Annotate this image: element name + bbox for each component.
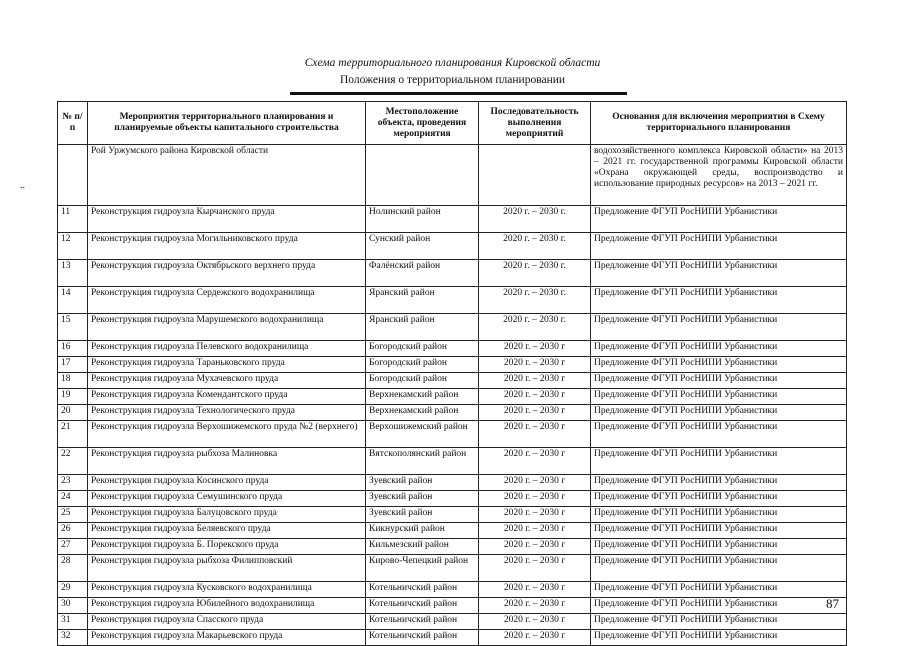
cell-number: 15 xyxy=(58,314,88,341)
cell-period: 2020 г. – 2030 г xyxy=(479,405,591,421)
cell-basis: Предложение ФГУП РосНИПИ Урбанистики xyxy=(591,523,847,539)
cell-basis: Предложение ФГУП РосНИПИ Урбанистики xyxy=(591,373,847,389)
table-row xyxy=(58,598,847,614)
cell-measure: Реконструкция гидроузла Б. Порекского пруда xyxy=(88,539,366,555)
cell-location: Верхошижемский район xyxy=(366,421,479,448)
cell-period: 2020 г. – 2030 г xyxy=(479,582,591,598)
table-row xyxy=(58,582,847,598)
cell-number: 14 xyxy=(58,287,88,314)
cell-measure: Реконструкция гидроузла Тараньковского пруда xyxy=(88,357,366,373)
cell-measure: Реконструкция гидроузла Сердежского водохранилища xyxy=(88,287,366,314)
table-row xyxy=(58,314,847,341)
table-row xyxy=(58,421,847,448)
table-body xyxy=(58,145,847,646)
cell-period: 2020 г. – 2030 г. xyxy=(479,314,591,341)
cell-period: 2020 г. – 2030 г xyxy=(479,539,591,555)
cell-measure: Реконструкция гидроузла Балуцовского пруда xyxy=(88,507,366,523)
cell-location: Котельничский район xyxy=(366,630,479,646)
cell-basis: Предложение ФГУП РосНИПИ Урбанистики xyxy=(591,287,847,314)
table-row xyxy=(58,555,847,582)
page-number: 87 xyxy=(826,596,839,611)
cell-number xyxy=(58,145,88,206)
table-row xyxy=(58,507,847,523)
table-row xyxy=(58,357,847,373)
cell-number: 25 xyxy=(58,507,88,523)
cell-number: 32 xyxy=(58,630,88,646)
cell-number: 17 xyxy=(58,357,88,373)
cell-number: 26 xyxy=(58,523,88,539)
cell-number: 12 xyxy=(58,233,88,260)
cell-location: Кирово-Чепецкий район xyxy=(366,555,479,582)
cell-location: Верхнекамский район xyxy=(366,389,479,405)
cell-number: 24 xyxy=(58,491,88,507)
cell-number: 11 xyxy=(58,206,88,233)
cell-measure: Рой Уржумского района Кировской области xyxy=(88,145,366,206)
cell-location xyxy=(366,145,479,206)
cell-basis: Предложение ФГУП РосНИПИ Урбанистики xyxy=(591,630,847,646)
cell-location: Яранский район xyxy=(366,314,479,341)
cell-location: Богородский район xyxy=(366,373,479,389)
cell-location: Богородский район xyxy=(366,357,479,373)
cell-basis: Предложение ФГУП РосНИПИ Урбанистики xyxy=(591,448,847,475)
cell-number: 31 xyxy=(58,614,88,630)
cell-basis: Предложение ФГУП РосНИПИ Урбанистики xyxy=(591,539,847,555)
cell-number: 27 xyxy=(58,539,88,555)
table-row xyxy=(58,614,847,630)
cell-measure: Реконструкция гидроузла Косинского пруда xyxy=(88,475,366,491)
cell-measure: Реконструкция гидроузла Пелевского водохранилища xyxy=(88,341,366,357)
cell-basis: Предложение ФГУП РосНИПИ Урбанистики xyxy=(591,491,847,507)
cell-period: 2020 г. – 2030 г xyxy=(479,389,591,405)
cell-measure: Реконструкция гидроузла рыбхоза Филипповский xyxy=(88,555,366,582)
cell-basis: Предложение ФГУП РосНИПИ Урбанистики xyxy=(591,507,847,523)
cell-location: Богородский район xyxy=(366,341,479,357)
cell-number: 23 xyxy=(58,475,88,491)
cell-basis: Предложение ФГУП РосНИПИ Урбанистики xyxy=(591,233,847,260)
table-row xyxy=(58,475,847,491)
cell-measure: Реконструкция гидроузла Кусковского водохранилища xyxy=(88,582,366,598)
cell-number: 20 xyxy=(58,405,88,421)
table-row xyxy=(58,405,847,421)
column-header-location: Местоположение объекта, проведения мероприятия xyxy=(366,102,479,145)
cell-measure: Реконструкция гидроузла Юбилейного водохранилища xyxy=(88,598,366,614)
cell-number: 28 xyxy=(58,555,88,582)
measures-table xyxy=(57,101,847,646)
cell-location: Зуевский район xyxy=(366,475,479,491)
cell-number: 21 xyxy=(58,421,88,448)
cell-location: Верхнекамский район xyxy=(366,405,479,421)
cell-location: Котельничский район xyxy=(366,614,479,630)
cell-period: 2020 г. – 2030 г xyxy=(479,523,591,539)
cell-basis: Предложение ФГУП РосНИПИ Урбанистики xyxy=(591,614,847,630)
cell-location: Яранский район xyxy=(366,287,479,314)
cell-basis: Предложение ФГУП РосНИПИ Урбанистики xyxy=(591,389,847,405)
cell-basis: Предложение ФГУП РосНИПИ Урбанистики xyxy=(591,405,847,421)
cell-location: Вятскополянский район xyxy=(366,448,479,475)
cell-location: Кильмезский район xyxy=(366,539,479,555)
cell-number: 30 xyxy=(58,598,88,614)
cell-number: 16 xyxy=(58,341,88,357)
table-row xyxy=(58,206,847,233)
cell-period: 2020 г. – 2030 г xyxy=(479,448,591,475)
cell-number: 22 xyxy=(58,448,88,475)
column-header-number: № п/п xyxy=(58,102,88,145)
cell-basis: Предложение ФГУП РосНИПИ Урбанистики xyxy=(591,598,847,614)
cell-measure: Реконструкция гидроузла Семушинского пруда xyxy=(88,491,366,507)
cell-location: Зуевский район xyxy=(366,507,479,523)
cell-basis: Предложение ФГУП РосНИПИ Урбанистики xyxy=(591,582,847,598)
table-row-continuation xyxy=(58,145,847,206)
cell-measure: Реконструкция гидроузла Кырчанского пруда xyxy=(88,206,366,233)
document-subtitle: Положения о территориальном планировании xyxy=(339,74,566,86)
cell-measure: Реконструкция гидроузла Спасского пруда xyxy=(88,614,366,630)
cell-location: Котельничский район xyxy=(366,582,479,598)
column-header-period: Последовательность выполнения мероприятий xyxy=(479,102,591,145)
cell-period: 2020 г. – 2030 г xyxy=(479,475,591,491)
cell-measure: Реконструкция гидроузла Технологического пруда xyxy=(88,405,366,421)
cell-location: Сунский район xyxy=(366,233,479,260)
cell-basis: Предложение ФГУП РосНИПИ Урбанистики xyxy=(591,341,847,357)
cell-number: 18 xyxy=(58,373,88,389)
cell-period: 2020 г. – 2030 г xyxy=(479,341,591,357)
cell-period: 2020 г. – 2030 г. xyxy=(479,206,591,233)
table-row xyxy=(58,341,847,357)
document-title: Схема территориального планирования Кировской области xyxy=(304,57,601,69)
cell-period: 2020 г. – 2030 г. xyxy=(479,287,591,314)
cell-period: 2020 г. – 2030 г xyxy=(479,373,591,389)
cell-measure: Реконструкция гидроузла Верхошижемского пруда №2 (верхнего) xyxy=(88,421,366,448)
cell-measure: Реконструкция гидроузла Мухачевского пруда xyxy=(88,373,366,389)
table-row xyxy=(58,233,847,260)
cell-period: 2020 г. – 2030 г. xyxy=(479,233,591,260)
cell-measure: Реконструкция гидроузла Могильниковского пруда xyxy=(88,233,366,260)
cell-measure: Реконструкция гидроузла Октябрьского верхнего пруда xyxy=(88,260,366,287)
header-divider xyxy=(290,92,627,95)
cell-period: 2020 г. – 2030 г xyxy=(479,614,591,630)
cell-period xyxy=(479,145,591,206)
cell-basis: Предложение ФГУП РосНИПИ Урбанистики xyxy=(591,357,847,373)
cell-location: Кикнурский район xyxy=(366,523,479,539)
cell-basis: водохозяйственного комплекса Кировской области» на 2013 – 2021 гг. государственной программы Кировской области «Охрана окружающей среды, воспроизводство и использование природных ресурсов» на 2013 – 2021 гг. xyxy=(591,145,847,206)
cell-period: 2020 г. – 2030 г. xyxy=(479,260,591,287)
cell-period: 2020 г. – 2030 г xyxy=(479,598,591,614)
cell-basis: Предложение ФГУП РосНИПИ Урбанистики xyxy=(591,260,847,287)
table-row xyxy=(58,448,847,475)
table-header-row xyxy=(58,102,847,145)
cell-basis: Предложение ФГУП РосНИПИ Урбанистики xyxy=(591,421,847,448)
cell-basis: Предложение ФГУП РосНИПИ Урбанистики xyxy=(591,206,847,233)
table-row xyxy=(58,260,847,287)
cell-measure: Реконструкция гидроузла рыбхоза Малиновка xyxy=(88,448,366,475)
cell-location: Нолинский район xyxy=(366,206,479,233)
cell-measure: Реконструкция гидроузла Комендантского пруда xyxy=(88,389,366,405)
cell-period: 2020 г. – 2030 г xyxy=(479,357,591,373)
cell-period: 2020 г. – 2030 г xyxy=(479,421,591,448)
cell-location: Зуевский район xyxy=(366,491,479,507)
column-header-measure: Мероприятия территориального планирования и планируемые объекты капитального строительства xyxy=(88,102,366,145)
cell-basis: Предложение ФГУП РосНИПИ Урбанистики xyxy=(591,555,847,582)
cell-period: 2020 г. – 2030 г xyxy=(479,507,591,523)
table-row xyxy=(58,539,847,555)
table-row xyxy=(58,630,847,646)
cell-location: Котельничский район xyxy=(366,598,479,614)
cell-measure: Реконструкция гидроузла Макарьевского пруда xyxy=(88,630,366,646)
cell-measure: Реконструкция гидроузла Беляевского пруда xyxy=(88,523,366,539)
cell-period: 2020 г. – 2030 г xyxy=(479,491,591,507)
cell-number: 13 xyxy=(58,260,88,287)
cell-basis: Предложение ФГУП РосНИПИ Урбанистики xyxy=(591,314,847,341)
cell-basis: Предложение ФГУП РосНИПИ Урбанистики xyxy=(591,475,847,491)
table-row xyxy=(58,287,847,314)
column-header-basis: Основания для включения мероприятия в Схему территориального планирования xyxy=(591,102,847,145)
table-row xyxy=(58,523,847,539)
cell-measure: Реконструкция гидроузла Марушемского водохранилища xyxy=(88,314,366,341)
cell-number: 19 xyxy=(58,389,88,405)
table-row xyxy=(58,389,847,405)
cell-period: 2020 г. – 2030 г xyxy=(479,630,591,646)
cell-location: Фалёнский район xyxy=(366,260,479,287)
cell-number: 29 xyxy=(58,582,88,598)
table-row xyxy=(58,373,847,389)
cell-period: 2020 г. – 2030 г xyxy=(479,555,591,582)
table-row xyxy=(58,491,847,507)
margin-mark: .. xyxy=(20,180,25,191)
